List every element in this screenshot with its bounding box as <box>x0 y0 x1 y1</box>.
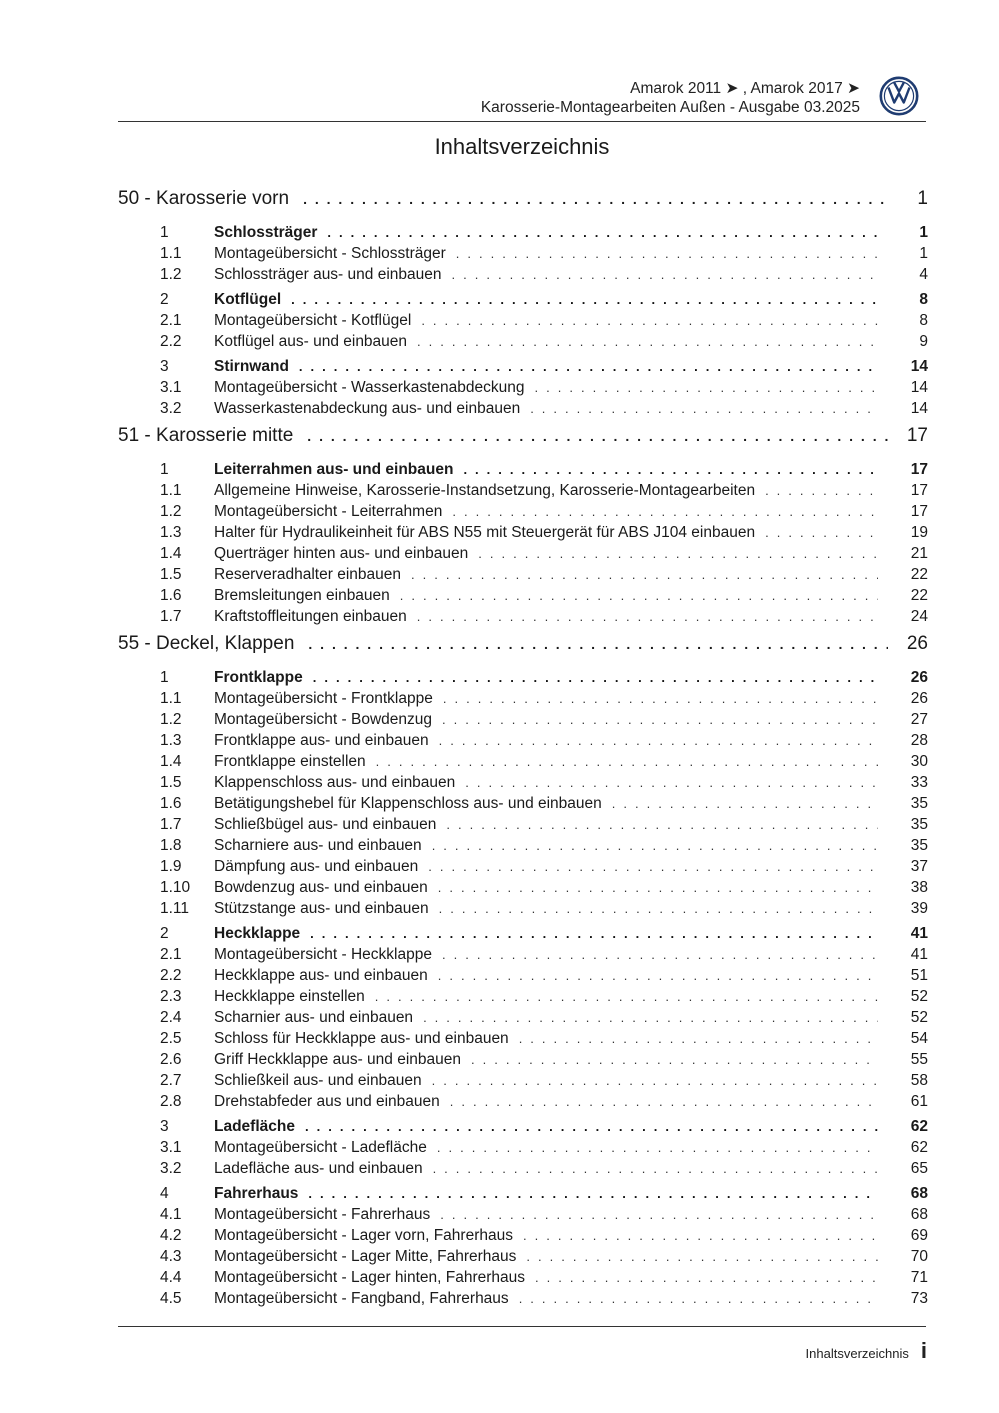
toc-chapter-title: 55 - Deckel, Klappen <box>118 633 295 654</box>
toc-item-number: 1.7 <box>160 816 182 833</box>
toc-item-title: Drehstabfeder aus und einbauen <box>214 1093 440 1110</box>
toc-item-page: 17 <box>910 482 928 499</box>
toc-item-row[interactable] <box>118 1206 928 1227</box>
toc-section-number: 2 <box>160 291 169 308</box>
toc-item-number: 2.1 <box>160 312 182 329</box>
toc-leader-dots <box>450 1094 878 1109</box>
toc-leader-dots <box>612 796 878 811</box>
toc-leader-dots <box>417 334 878 349</box>
toc-item-page: 22 <box>910 566 928 583</box>
toc-item-row[interactable] <box>118 711 928 732</box>
toc-section-row[interactable] <box>118 358 928 379</box>
toc-item-number: 2.2 <box>160 967 182 984</box>
toc-leader-dots <box>463 462 878 477</box>
toc-section-title: Kotflügel <box>214 291 282 308</box>
footer-label: Inhaltsverzeichnis <box>805 1346 909 1361</box>
toc-section-number: 1 <box>160 461 169 478</box>
toc-item-number: 1.1 <box>160 482 182 499</box>
toc-item-number: 1.5 <box>160 566 182 583</box>
header-text <box>481 79 860 117</box>
toc-item-number: 1.6 <box>160 587 182 604</box>
toc-leader-dots <box>437 1140 878 1155</box>
toc-item-page: 14 <box>910 400 928 417</box>
toc-item-title: Halter für Hydraulikeinheit für ABS N55 mit Steuergerät für ABS J104 einbauen <box>214 524 756 541</box>
toc-item-title: Wasserkastenabdeckung aus- und einbauen <box>214 400 521 417</box>
toc-item-title: Montageübersicht - Kotflügel <box>214 312 412 329</box>
toc-item-page: 52 <box>910 1009 928 1026</box>
toc-section-row[interactable] <box>118 925 928 946</box>
toc-section-title: Heckklappe <box>214 925 301 942</box>
toc-section-page: 62 <box>910 1118 928 1135</box>
toc-item-title: Schließkeil aus- und einbauen <box>214 1072 422 1089</box>
toc-item-row[interactable] <box>118 900 928 921</box>
toc-section-page: 26 <box>910 669 928 686</box>
toc-item-number: 3.1 <box>160 1139 182 1156</box>
toc-item-title: Allgemeine Hinweise, Karosserie-Instandsetzung, Karosserie-Montagearbeiten <box>214 482 756 499</box>
toc-item-row[interactable] <box>118 988 928 1009</box>
toc-item-row[interactable] <box>118 545 928 566</box>
footer-divider <box>118 1326 926 1327</box>
toc-item-page: 17 <box>910 503 928 520</box>
toc-leader-dots <box>305 1119 878 1134</box>
toc-leader-dots <box>303 191 888 207</box>
toc-section-page: 14 <box>910 358 928 375</box>
toc-item-title: Montageübersicht - Leiterrahmen <box>214 503 443 520</box>
toc-item-title: Klappenschloss aus- und einbauen <box>214 774 456 791</box>
toc-item-page: 30 <box>910 753 928 770</box>
toc-section-number: 1 <box>160 669 169 686</box>
toc-chapter-title: 51 - Karosserie mitte <box>118 425 294 446</box>
toc-item-page: 26 <box>910 690 928 707</box>
toc-leader-dots <box>451 267 878 282</box>
toc-item-row[interactable] <box>118 566 928 587</box>
toc-item-number: 2.1 <box>160 946 182 963</box>
toc-item-row[interactable] <box>118 482 928 503</box>
toc-section-row[interactable] <box>118 291 928 312</box>
toc-item-number: 1.1 <box>160 245 182 262</box>
toc-leader-dots <box>299 359 878 374</box>
toc-item-row[interactable] <box>118 795 928 816</box>
page-header <box>118 76 926 122</box>
toc-item-title: Frontklappe einstellen <box>214 753 366 770</box>
toc-item-number: 4.5 <box>160 1290 182 1307</box>
header-divider <box>118 121 926 122</box>
toc-item-title: Scharnier aus- und einbauen <box>214 1009 414 1026</box>
toc-item-row[interactable] <box>118 266 928 287</box>
toc-item-title: Betätigungshebel für Klappenschloss aus- und einbauen <box>214 795 602 812</box>
toc-item-number: 3.1 <box>160 379 182 396</box>
toc-item-number: 2.8 <box>160 1093 182 1110</box>
toc-item-row[interactable] <box>118 1051 928 1072</box>
toc-item-page: 14 <box>910 379 928 396</box>
toc-item-row[interactable] <box>118 400 928 421</box>
toc-item-number: 1.4 <box>160 545 182 562</box>
toc-item-row[interactable] <box>118 1139 928 1160</box>
toc-item-number: 2.4 <box>160 1009 182 1026</box>
toc-item-title: Griff Heckklappe aus- und einbauen <box>214 1051 462 1068</box>
toc-item-page: 8 <box>919 312 928 329</box>
toc-item-number: 1.3 <box>160 732 182 749</box>
toc-section-title: Frontklappe <box>214 669 303 686</box>
toc-item-number: 2.2 <box>160 333 182 350</box>
toc-item-row[interactable] <box>118 1248 928 1269</box>
toc-leader-dots <box>478 546 878 561</box>
toc-item-number: 2.6 <box>160 1051 182 1068</box>
toc-leader-dots <box>443 691 878 706</box>
toc-leader-dots <box>438 968 878 983</box>
toc-item-row[interactable] <box>118 1269 928 1290</box>
toc-item-title: Montageübersicht - Lager Mitte, Fahrerhaus <box>214 1248 517 1265</box>
toc-leader-dots <box>313 670 878 685</box>
toc-item-row[interactable] <box>118 732 928 753</box>
toc-item-number: 1.5 <box>160 774 182 791</box>
toc-item-title: Montageübersicht - Fahrerhaus <box>214 1206 431 1223</box>
toc-item-page: 35 <box>910 795 928 812</box>
toc-section-row[interactable] <box>118 669 928 690</box>
toc-item-title: Montageübersicht - Lager hinten, Fahrerhaus <box>214 1269 526 1286</box>
toc-leader-dots <box>308 1186 878 1201</box>
toc-item-row[interactable] <box>118 879 928 900</box>
header-models: Amarok 2011 ➤ , Amarok 2017 ➤ <box>630 80 860 97</box>
toc-item-row[interactable] <box>118 967 928 988</box>
toc-item-page: 54 <box>910 1030 928 1047</box>
toc-leader-dots <box>534 380 878 395</box>
toc-item-page: 28 <box>910 732 928 749</box>
toc-item-row[interactable] <box>118 774 928 795</box>
toc-item-row[interactable] <box>118 837 928 858</box>
toc-item-title: Scharniere aus- und einbauen <box>214 837 422 854</box>
toc-item-title: Montageübersicht - Fangband, Fahrerhaus <box>214 1290 509 1307</box>
toc-section-title: Stirnwand <box>214 358 289 375</box>
toc-leader-dots <box>456 246 878 261</box>
toc-leader-dots <box>423 1010 878 1025</box>
toc-item-number: 1.4 <box>160 753 182 770</box>
toc-item-page: 24 <box>910 608 928 625</box>
toc-item-page: 38 <box>910 879 928 896</box>
toc-leader-dots <box>439 901 878 916</box>
toc-leader-dots <box>375 989 878 1004</box>
toc-leader-dots <box>439 733 878 748</box>
toc-chapter-row[interactable] <box>118 425 928 457</box>
toc-item-title: Montageübersicht - Bowdenzug <box>214 711 432 728</box>
toc-leader-dots <box>442 712 878 727</box>
toc-chapter-row[interactable] <box>118 188 928 220</box>
toc-section-number: 2 <box>160 925 169 942</box>
toc-item-page: 35 <box>910 837 928 854</box>
toc-item-number: 1.6 <box>160 795 182 812</box>
toc-item-number: 3.2 <box>160 400 182 417</box>
toc-item-row[interactable] <box>118 1227 928 1248</box>
toc-section-page: 1 <box>919 224 928 241</box>
toc-item-page: 41 <box>910 946 928 963</box>
toc-section-title: Fahrerhaus <box>214 1185 299 1202</box>
toc-item-page: 69 <box>910 1227 928 1244</box>
toc-item-title: Montageübersicht - Ladefläche <box>214 1139 427 1156</box>
toc-item-row[interactable] <box>118 858 928 879</box>
toc-item-row[interactable] <box>118 1009 928 1030</box>
toc-item-number: 4.3 <box>160 1248 182 1265</box>
toc-leader-dots <box>291 292 878 307</box>
toc-section-number: 3 <box>160 1118 169 1135</box>
toc-item-title: Ladefläche aus- und einbauen <box>214 1160 423 1177</box>
toc-item-page: 39 <box>910 900 928 917</box>
toc-item-row[interactable] <box>118 690 928 711</box>
toc-leader-dots <box>411 567 878 582</box>
toc-item-number: 3.2 <box>160 1160 182 1177</box>
toc-leader-dots <box>519 1291 878 1306</box>
toc-item-row[interactable] <box>118 1160 928 1181</box>
toc-leader-dots <box>765 483 878 498</box>
toc-leader-dots <box>442 947 878 962</box>
toc-leader-dots <box>376 754 878 769</box>
toc-item-page: 73 <box>910 1290 928 1307</box>
toc-item-page: 52 <box>910 988 928 1005</box>
toc-item-page: 4 <box>919 266 928 283</box>
toc-section-page: 41 <box>910 925 928 942</box>
table-of-contents <box>118 188 928 1311</box>
toc-leader-dots <box>310 926 878 941</box>
toc-item-page: 1 <box>919 245 928 262</box>
toc-leader-dots <box>433 1161 878 1176</box>
toc-item-title: Bowdenzug aus- und einbauen <box>214 879 428 896</box>
toc-item-number: 1.3 <box>160 524 182 541</box>
toc-leader-dots <box>307 428 888 444</box>
toc-item-title: Montageübersicht - Frontklappe <box>214 690 433 707</box>
toc-item-row[interactable] <box>118 245 928 266</box>
toc-leader-dots <box>523 1228 878 1243</box>
toc-item-row[interactable] <box>118 379 928 400</box>
toc-item-page: 58 <box>910 1072 928 1089</box>
toc-item-row[interactable] <box>118 1030 928 1051</box>
toc-item-title: Dämpfung aus- und einbauen <box>214 858 419 875</box>
toc-item-row[interactable] <box>118 608 928 629</box>
toc-item-number: 2.7 <box>160 1072 182 1089</box>
toc-chapter-page: 17 <box>906 425 928 446</box>
toc-chapter-title: 50 - Karosserie vorn <box>118 188 290 209</box>
toc-section-number: 4 <box>160 1185 169 1202</box>
toc-item-number: 4.1 <box>160 1206 182 1223</box>
toc-leader-dots <box>530 401 878 416</box>
toc-section-title: Leiterrahmen aus- und einbauen <box>214 461 454 478</box>
toc-item-title: Montageübersicht - Wasserkastenabdeckung <box>214 379 525 396</box>
toc-item-title: Reserveradhalter einbauen <box>214 566 401 583</box>
toc-section-row[interactable] <box>118 224 928 245</box>
toc-item-row[interactable] <box>118 753 928 774</box>
toc-item-row[interactable] <box>118 587 928 608</box>
toc-leader-dots <box>535 1270 878 1285</box>
toc-section-title: Ladefläche <box>214 1118 295 1135</box>
toc-item-title: Kotflügel aus- und einbauen <box>214 333 408 350</box>
toc-leader-dots <box>519 1031 878 1046</box>
toc-chapter-page: 1 <box>917 188 928 209</box>
toc-item-title: Montageübersicht - Schlossträger <box>214 245 446 262</box>
toc-leader-dots <box>446 817 878 832</box>
toc-item-page: 70 <box>910 1248 928 1265</box>
toc-item-page: 27 <box>910 711 928 728</box>
toc-item-page: 61 <box>910 1093 928 1110</box>
toc-item-row[interactable] <box>118 816 928 837</box>
toc-item-number: 1.11 <box>160 900 190 917</box>
toc-item-number: 1.2 <box>160 266 182 283</box>
toc-item-number: 2.5 <box>160 1030 182 1047</box>
toc-item-title: Montageübersicht - Heckklappe <box>214 946 432 963</box>
toc-section-page: 8 <box>919 291 928 308</box>
toc-item-row[interactable] <box>118 312 928 333</box>
toc-item-number: 1.2 <box>160 711 182 728</box>
toc-item-row[interactable] <box>118 1072 928 1093</box>
toc-item-title: Querträger hinten aus- und einbauen <box>214 545 469 562</box>
toc-section-page: 68 <box>910 1185 928 1202</box>
toc-leader-dots <box>438 880 878 895</box>
toc-leader-dots <box>400 588 878 603</box>
toc-leader-dots <box>432 838 878 853</box>
toc-chapter-row[interactable] <box>118 633 928 665</box>
toc-item-row[interactable] <box>118 1093 928 1114</box>
toc-section-row[interactable] <box>118 1118 928 1139</box>
toc-item-title: Schlossträger aus- und einbauen <box>214 266 442 283</box>
header-subtitle: Karosserie-Montagearbeiten Außen - Ausgabe 03.2025 <box>480 99 860 116</box>
toc-item-number: 4.4 <box>160 1269 182 1286</box>
toc-leader-dots <box>452 504 878 519</box>
toc-section-page: 17 <box>910 461 928 478</box>
toc-item-title: Bremsleitungen einbauen <box>214 587 390 604</box>
toc-item-number: 1.7 <box>160 608 182 625</box>
toc-item-number: 1.2 <box>160 503 182 520</box>
toc-leader-dots <box>465 775 878 790</box>
toc-item-title: Montageübersicht - Lager vorn, Fahrerhaus <box>214 1227 513 1244</box>
toc-leader-dots <box>421 313 878 328</box>
toc-item-title: Heckklappe aus- und einbauen <box>214 967 428 984</box>
toc-item-row[interactable] <box>118 524 928 545</box>
toc-item-number: 2.3 <box>160 988 182 1005</box>
footer-page-number: i <box>920 1338 927 1363</box>
toc-section-row[interactable] <box>118 461 928 482</box>
toc-item-page: 37 <box>910 858 928 875</box>
toc-item-page: 71 <box>910 1269 928 1286</box>
toc-item-row[interactable] <box>118 946 928 967</box>
vw-logo-icon <box>879 76 919 116</box>
toc-item-title: Frontklappe aus- und einbauen <box>214 732 429 749</box>
toc-leader-dots <box>526 1249 878 1264</box>
toc-leader-dots <box>308 636 888 652</box>
toc-leader-dots <box>471 1052 878 1067</box>
toc-section-row[interactable] <box>118 1185 928 1206</box>
toc-item-page: 19 <box>910 524 928 541</box>
toc-item-title: Schließbügel aus- und einbauen <box>214 816 437 833</box>
toc-section-number: 3 <box>160 358 169 375</box>
toc-item-number: 1.10 <box>160 879 191 896</box>
toc-section-number: 1 <box>160 224 169 241</box>
toc-item-title: Stützstange aus- und einbauen <box>214 900 429 917</box>
toc-item-page: 65 <box>910 1160 928 1177</box>
toc-leader-dots <box>432 1073 878 1088</box>
toc-item-page: 33 <box>910 774 928 791</box>
toc-chapter-page: 26 <box>906 633 928 654</box>
toc-item-page: 62 <box>910 1139 928 1156</box>
toc-item-number: 4.2 <box>160 1227 182 1244</box>
toc-item-row[interactable] <box>118 333 928 354</box>
toc-item-row[interactable] <box>118 503 928 524</box>
toc-section-title: Schlossträger <box>214 224 318 241</box>
toc-item-row[interactable] <box>118 1290 928 1311</box>
toc-item-page: 55 <box>910 1051 928 1068</box>
toc-leader-dots <box>765 525 878 540</box>
toc-leader-dots <box>428 859 878 874</box>
toc-leader-dots <box>417 609 878 624</box>
toc-item-page: 51 <box>910 967 928 984</box>
toc-item-page: 22 <box>910 587 928 604</box>
toc-item-number: 1.9 <box>160 858 182 875</box>
toc-item-title: Kraftstoffleitungen einbauen <box>214 608 407 625</box>
toc-item-page: 9 <box>919 333 928 350</box>
toc-item-page: 35 <box>910 816 928 833</box>
toc-leader-dots <box>440 1207 878 1222</box>
toc-item-number: 1.1 <box>160 690 182 707</box>
toc-leader-dots <box>327 225 878 240</box>
toc-item-title: Heckklappe einstellen <box>214 988 365 1005</box>
page-title: Inhaltsverzeichnis <box>434 134 610 159</box>
toc-item-page: 21 <box>910 545 928 562</box>
page-footer <box>806 1338 927 1364</box>
toc-item-page: 68 <box>910 1206 928 1223</box>
toc-item-number: 1.8 <box>160 837 182 854</box>
toc-item-title: Schloss für Heckklappe aus- und einbauen <box>214 1030 509 1047</box>
